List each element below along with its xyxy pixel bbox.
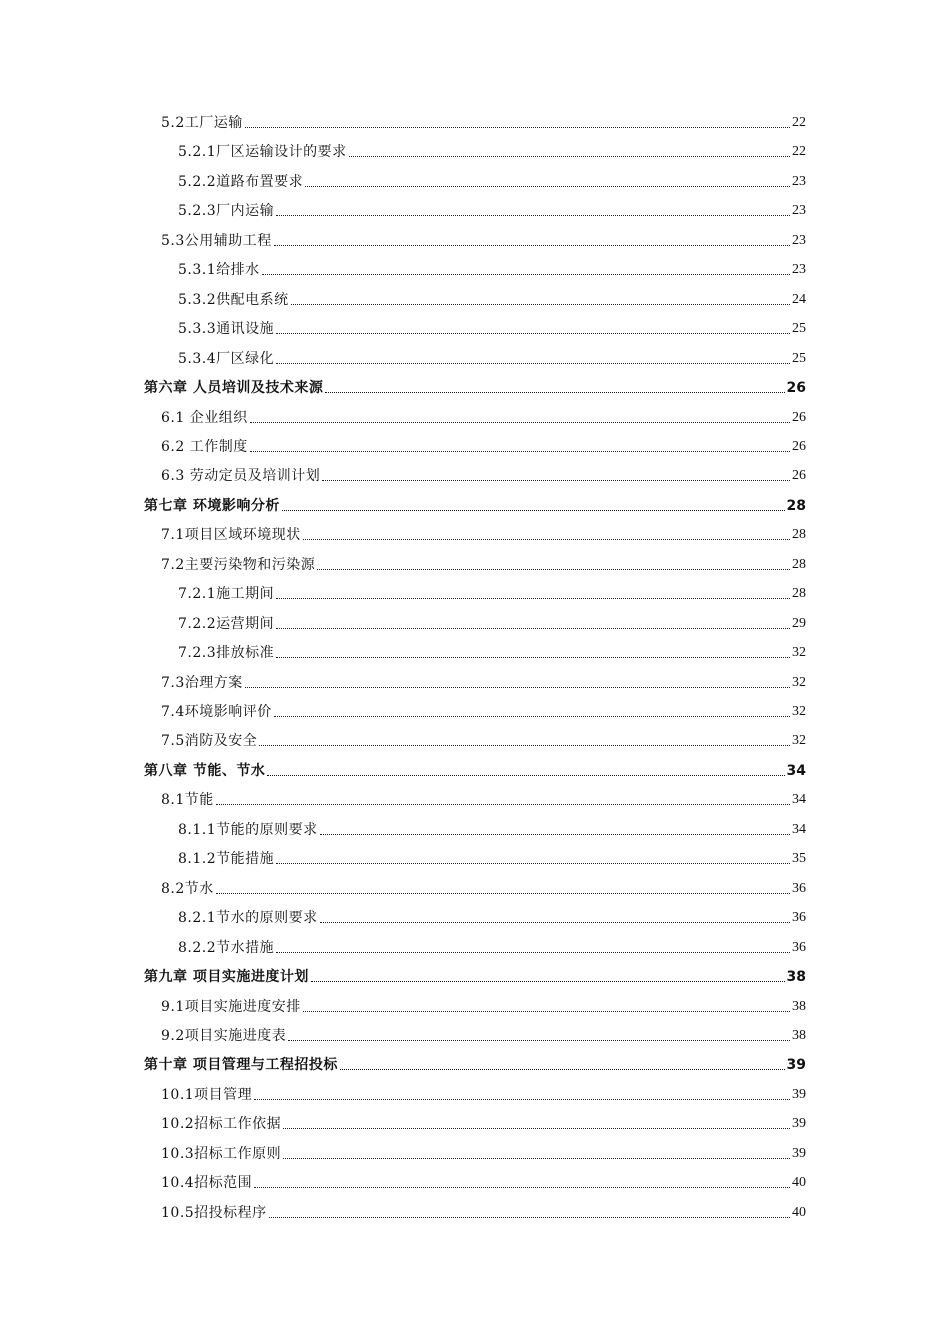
toc-section-entry[interactable] <box>0 697 950 721</box>
toc-entry-title: 5.3.4厂区绿化 <box>178 351 275 367</box>
toc-page-number: 38 <box>792 999 806 1014</box>
toc-page-number: 39 <box>792 1116 806 1131</box>
toc-entry-line <box>178 903 806 927</box>
toc-entry-line <box>161 1198 806 1222</box>
toc-section-entry[interactable] <box>0 579 950 603</box>
toc-entry-line <box>161 1139 806 1163</box>
toc-dot-leader <box>276 657 790 658</box>
toc-entry-line <box>144 491 806 515</box>
toc-dot-leader <box>276 628 790 629</box>
toc-section-entry[interactable] <box>0 226 950 250</box>
toc-chapter-entry[interactable] <box>0 373 950 397</box>
toc-entry-title: 第九章 项目实施进度计划 <box>144 969 309 985</box>
toc-dot-leader <box>340 1069 785 1070</box>
toc-entry-line <box>178 609 806 633</box>
toc-page-number: 39 <box>786 1057 806 1073</box>
toc-entry-title: 8.2.2节水措施 <box>178 940 275 956</box>
toc-chapter-entry[interactable] <box>0 756 950 780</box>
toc-section-entry[interactable] <box>0 196 950 220</box>
toc-dot-leader <box>276 333 790 334</box>
toc-page-number: 25 <box>792 321 806 336</box>
toc-entry-title: 5.2.2道路布置要求 <box>178 174 304 190</box>
toc-section-entry[interactable] <box>0 638 950 662</box>
toc-entry-title: 8.1.2节能措施 <box>178 851 275 867</box>
toc-entry-line <box>178 638 806 662</box>
toc-entry-line <box>161 550 806 574</box>
toc-page-number: 34 <box>786 763 806 779</box>
toc-section-entry[interactable] <box>0 520 950 544</box>
toc-entry-title: 8.2.1节水的原则要求 <box>178 910 318 926</box>
toc-entry-line <box>161 874 806 898</box>
toc-entry-title: 8.2节水 <box>161 881 214 897</box>
toc-entry-line <box>161 108 806 132</box>
toc-entry-line <box>161 1109 806 1133</box>
toc-dot-leader <box>274 716 790 717</box>
toc-dot-leader <box>254 1099 790 1100</box>
toc-page-number: 25 <box>792 351 806 366</box>
toc-section-entry[interactable] <box>0 167 950 191</box>
toc-dot-leader <box>303 1011 790 1012</box>
toc-section-entry[interactable] <box>0 432 950 456</box>
toc-section-entry[interactable] <box>0 255 950 279</box>
toc-section-entry[interactable] <box>0 1021 950 1045</box>
toc-entry-line <box>161 226 806 250</box>
toc-section-entry[interactable] <box>0 992 950 1016</box>
toc-entry-title: 7.4环境影响评价 <box>161 704 272 720</box>
toc-page-number: 26 <box>792 410 806 425</box>
toc-dot-leader <box>311 981 785 982</box>
toc-dot-leader <box>288 1040 790 1041</box>
toc-section-entry[interactable] <box>0 815 950 839</box>
toc-entry-title: 第八章 节能、节水 <box>144 763 266 779</box>
toc-dot-leader <box>317 569 790 570</box>
toc-page-number: 23 <box>792 174 806 189</box>
toc-entry-line <box>161 432 806 456</box>
toc-page-number: 32 <box>792 645 806 660</box>
toc-entry-title: 9.1项目实施进度安排 <box>161 999 301 1015</box>
toc-section-entry[interactable] <box>0 344 950 368</box>
toc-entry-line <box>144 1050 806 1074</box>
toc-section-entry[interactable] <box>0 1139 950 1163</box>
toc-section-entry[interactable] <box>0 550 950 574</box>
toc-page-number: 32 <box>792 733 806 748</box>
toc-page-number: 34 <box>792 822 806 837</box>
toc-entry-title: 5.3公用辅助工程 <box>161 233 272 249</box>
toc-dot-leader <box>276 863 790 864</box>
toc-entry-title: 5.2.3厂内运输 <box>178 203 275 219</box>
toc-dot-leader <box>276 363 790 364</box>
toc-section-entry[interactable] <box>0 785 950 809</box>
toc-dot-leader <box>262 274 790 275</box>
toc-entry-line <box>161 785 806 809</box>
toc-entry-title: 8.1节能 <box>161 792 214 808</box>
toc-dot-leader <box>303 539 790 540</box>
toc-dot-leader <box>276 952 790 953</box>
toc-page-number: 36 <box>792 881 806 896</box>
toc-page-number: 35 <box>792 851 806 866</box>
toc-page-number: 22 <box>792 144 806 159</box>
toc-entry-title: 7.3治理方案 <box>161 675 243 691</box>
toc-dot-leader <box>216 893 790 894</box>
toc-entry-title: 7.5消防及安全 <box>161 733 258 749</box>
toc-entry-title: 10.1项目管理 <box>161 1087 253 1103</box>
toc-section-entry[interactable] <box>0 461 950 485</box>
toc-section-entry[interactable] <box>0 1168 950 1192</box>
toc-dot-leader <box>283 1128 790 1129</box>
toc-page-number: 32 <box>792 704 806 719</box>
toc-dot-leader <box>254 1187 790 1188</box>
toc-dot-leader <box>320 834 790 835</box>
toc-entry-line <box>178 579 806 603</box>
toc-entry-line <box>161 697 806 721</box>
toc-dot-leader <box>349 156 790 157</box>
toc-section-entry[interactable] <box>0 1109 950 1133</box>
toc-chapter-entry[interactable] <box>0 1050 950 1074</box>
toc-page-number: 36 <box>792 910 806 925</box>
toc-section-entry[interactable] <box>0 314 950 338</box>
toc-entry-title: 6.1 企业组织 <box>161 410 248 426</box>
toc-page-number: 28 <box>792 586 806 601</box>
toc-dot-leader <box>320 922 790 923</box>
toc-dot-leader <box>250 451 790 452</box>
toc-section-entry[interactable] <box>0 609 950 633</box>
toc-entry-line <box>178 815 806 839</box>
toc-entry-line <box>178 285 806 309</box>
toc-entry-line <box>161 1168 806 1192</box>
toc-entry-line <box>178 933 806 957</box>
toc-dot-leader <box>250 422 790 423</box>
toc-entry-title: 6.2 工作制度 <box>161 439 248 455</box>
toc-dot-leader <box>276 215 790 216</box>
toc-entry-title: 5.2.1厂区运输设计的要求 <box>178 144 347 160</box>
toc-page-number: 40 <box>792 1205 806 1220</box>
toc-entry-title: 10.2招标工作依据 <box>161 1116 282 1132</box>
toc-page-number: 23 <box>792 262 806 277</box>
toc-entry-title: 5.3.1给排水 <box>178 262 260 278</box>
toc-dot-leader <box>291 304 790 305</box>
toc-page-number: 40 <box>792 1175 806 1190</box>
toc-section-entry[interactable] <box>0 933 950 957</box>
toc-section-entry[interactable] <box>0 726 950 750</box>
toc-entry-line <box>161 668 806 692</box>
toc-chapter-entry[interactable] <box>0 962 950 986</box>
toc-page-number: 36 <box>792 940 806 955</box>
toc-entry-title: 10.3招标工作原则 <box>161 1146 282 1162</box>
toc-dot-leader <box>216 804 790 805</box>
toc-page-number: 39 <box>792 1087 806 1102</box>
toc-entry-title: 第六章 人员培训及技术来源 <box>144 380 324 396</box>
toc-section-entry[interactable] <box>0 285 950 309</box>
toc-page-number: 29 <box>792 616 806 631</box>
toc-dot-leader <box>274 245 790 246</box>
toc-page-number: 23 <box>792 233 806 248</box>
toc-entry-line <box>178 314 806 338</box>
toc-dot-leader <box>282 510 785 511</box>
toc-section-entry[interactable] <box>0 844 950 868</box>
toc-section-entry[interactable] <box>0 108 950 132</box>
toc-entry-line <box>178 137 806 161</box>
toc-page-number: 28 <box>786 498 806 514</box>
toc-entry-line <box>178 344 806 368</box>
toc-page-number: 32 <box>792 675 806 690</box>
toc-dot-leader <box>269 1217 790 1218</box>
toc-dot-leader <box>259 745 790 746</box>
toc-page-number: 23 <box>792 203 806 218</box>
toc-entry-title: 10.5招投标程序 <box>161 1205 267 1221</box>
toc-entry-title: 第十章 项目管理与工程招投标 <box>144 1057 338 1073</box>
toc-page-number: 26 <box>792 439 806 454</box>
toc-page-number: 28 <box>792 557 806 572</box>
toc-entry-line <box>144 962 806 986</box>
toc-entry-title: 5.3.3通讯设施 <box>178 321 275 337</box>
toc-entry-title: 第七章 环境影响分析 <box>144 498 280 514</box>
toc-entry-title: 7.2主要污染物和污染源 <box>161 557 316 573</box>
toc-dot-leader <box>305 186 790 187</box>
toc-entry-title: 9.2项目实施进度表 <box>161 1028 287 1044</box>
toc-dot-leader <box>325 392 784 393</box>
toc-entry-line <box>178 167 806 191</box>
toc-page-number: 24 <box>792 292 806 307</box>
toc-entry-line <box>161 1021 806 1045</box>
toc-entry-line <box>161 1080 806 1104</box>
toc-entry-line <box>178 196 806 220</box>
toc-entry-line <box>161 992 806 1016</box>
toc-entry-line <box>161 461 806 485</box>
toc-entry-title: 8.1.1节能的原则要求 <box>178 822 318 838</box>
toc-page-number: 39 <box>792 1146 806 1161</box>
toc-section-entry[interactable] <box>0 874 950 898</box>
toc-chapter-entry[interactable] <box>0 491 950 515</box>
toc-entry-title: 7.2.1施工期间 <box>178 586 275 602</box>
toc-page-number: 22 <box>792 115 806 130</box>
toc-page-number: 28 <box>792 527 806 542</box>
toc-entry-title: 7.1项目区域环境现状 <box>161 527 301 543</box>
toc-entry-line <box>161 403 806 427</box>
toc-dot-leader <box>283 1158 790 1159</box>
toc-entry-line <box>144 373 806 397</box>
toc-entry-title: 7.2.2运营期间 <box>178 616 275 632</box>
toc-entry-title: 7.2.3排放标准 <box>178 645 275 661</box>
toc-dot-leader <box>245 687 790 688</box>
toc-section-entry[interactable] <box>0 403 950 427</box>
toc-page-number: 34 <box>792 792 806 807</box>
toc-entry-line <box>161 726 806 750</box>
toc-entry-title: 5.3.2供配电系统 <box>178 292 289 308</box>
toc-page-number: 26 <box>792 468 806 483</box>
toc-entry-title: 6.3 劳动定员及培训计划 <box>161 468 321 484</box>
toc-entry-title: 10.4招标范围 <box>161 1175 253 1191</box>
toc-entry-line <box>144 756 806 780</box>
toc-dot-leader <box>276 598 790 599</box>
toc-dot-leader <box>267 775 784 776</box>
toc-entry-title: 5.2工厂运输 <box>161 115 243 131</box>
toc-section-entry[interactable] <box>0 1198 950 1222</box>
toc-dot-leader <box>322 480 790 481</box>
toc-section-entry[interactable] <box>0 1080 950 1104</box>
toc-page-number: 38 <box>792 1028 806 1043</box>
toc-entry-line <box>178 844 806 868</box>
toc-section-entry[interactable] <box>0 903 950 927</box>
toc-section-entry[interactable] <box>0 668 950 692</box>
toc-entry-line <box>161 520 806 544</box>
toc-dot-leader <box>245 127 790 128</box>
toc-entry-line <box>178 255 806 279</box>
toc-section-entry[interactable] <box>0 137 950 161</box>
toc-page-number: 38 <box>786 969 806 985</box>
toc-page-number: 26 <box>786 380 806 396</box>
